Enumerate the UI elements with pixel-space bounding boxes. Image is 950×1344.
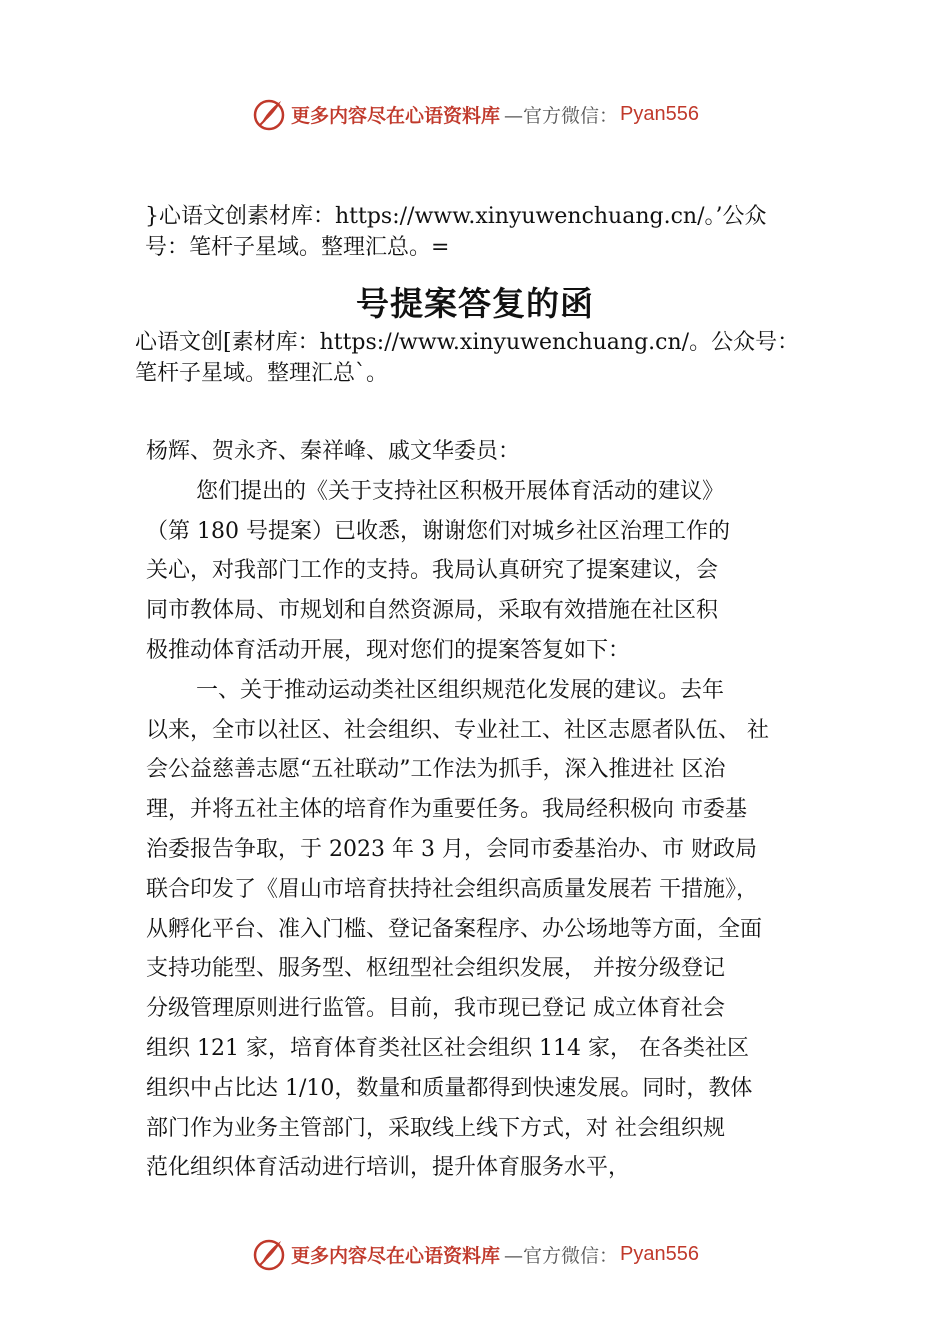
watermark-top [145, 201, 850, 263]
body-line: 范化组织体育活动进行培训，提升体育服务水平， [146, 1155, 631, 1181]
body-line: 以来，全市以社区、社会组织、专业社工、社区志愿者队伍、 社 [146, 717, 769, 743]
banner-brand-text: 更多内容尽在心语资料库 [291, 1244, 501, 1267]
banner-official-text: —官方微信： [504, 104, 619, 127]
body-line: 关心，对我部门工作的支持。我局认真研究了提案建议，会 [146, 558, 719, 584]
body-line: 会公益慈善志愿“五社联动”工作法为抓手，深入推进社 区治 [146, 757, 726, 783]
watermark-middle [135, 327, 855, 389]
body-line: 治委报告争取，于 2023 年 3 月，会同市委基治办、市 财政局 [146, 836, 757, 862]
document-title: 号提案答复的函 [356, 284, 594, 323]
body-line: 理，并将五社主体的培育作为重要任务。我局经积极向 市委基 [146, 797, 747, 823]
body-line: 同市教体局、市规划和自然资源局，采取有效措施在社区积 [146, 598, 719, 624]
watermark-line: }心语文创素材库：https://www.xinyuwenchuang.cn/。’公众 [145, 204, 767, 229]
body-line: 组织 121 家，培育体育类社区社会组织 114 家， 在各类社区 [146, 1035, 749, 1061]
body-line: 分级管理原则进行监管。目前，我市现已登记 成立体育社会 [146, 996, 725, 1022]
salutation: 杨辉、贺永齐、秦祥峰、戚文华委员： [146, 439, 521, 464]
body-line: 组织中占比达 1/10，数量和质量都得到快速发展。同时，教体 [146, 1075, 753, 1101]
watermark-line: 号：笔杆子星域。整理汇总。= [145, 235, 450, 260]
banner-official-text: —官方微信： [504, 1244, 619, 1267]
quill-logo-icon [251, 1236, 287, 1272]
header-banner [0, 92, 950, 136]
quill-logo-icon [251, 96, 287, 132]
body-line: 极推动体育活动开展，现对您们的提案答复如下： [146, 637, 631, 663]
body-line: （第 180 号提案）已收悉，谢谢您们对城乡社区治理工作的 [146, 518, 730, 544]
watermark-line: 笔杆子星域。整理汇总`。 [135, 361, 389, 386]
watermark-line: 心语文创[素材库：https://www.xinyuwenchuang.cn/。公众号： [135, 330, 800, 355]
body-line: 联合印发了《眉山市培育扶持社会组织高质量发展若 干措施》， [146, 876, 758, 902]
body-line: 您们提出的《关于支持社区积极开展体育活动的建议》 [196, 478, 725, 504]
body-line: 部门作为业务主管部门，采取线上线下方式，对 社会组织规 [146, 1115, 725, 1141]
banner-wechat-id: Pyan556 [620, 1242, 699, 1265]
footer-banner [0, 1232, 950, 1276]
banner-wechat-id: Pyan556 [620, 102, 699, 125]
body-line: 支持功能型、服务型、枢纽型社会组织发展， 并按分级登记 [146, 956, 725, 982]
banner-brand-text: 更多内容尽在心语资料库 [291, 104, 501, 127]
body-line: 一、关于推动运动类社区组织规范化发展的建议。去年 [196, 677, 725, 703]
letter-body [146, 432, 836, 1188]
body-line: 从孵化平台、准入门槛、登记备案程序、办公场地等方面，全面 [146, 916, 763, 942]
